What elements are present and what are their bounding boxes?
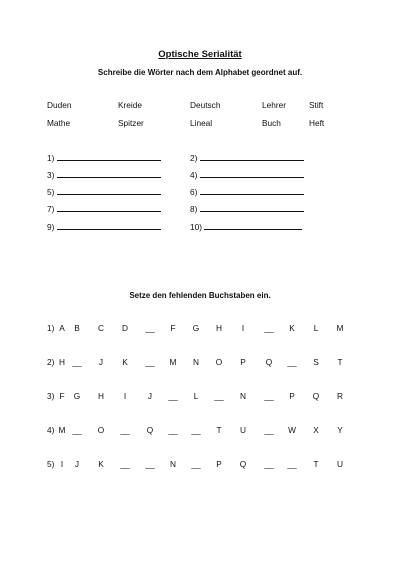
letter: H bbox=[98, 391, 104, 401]
word-item: Duden bbox=[47, 100, 72, 110]
letter: M bbox=[169, 357, 177, 367]
answer-line[interactable] bbox=[190, 203, 304, 214]
answer-number: 9) bbox=[47, 222, 57, 232]
letter-row-label: 2) bbox=[47, 357, 55, 367]
answer-blank[interactable] bbox=[200, 169, 304, 178]
letter: P bbox=[216, 459, 222, 469]
letter-row-label: 5) bbox=[47, 459, 55, 469]
word-item: Spitzer bbox=[118, 118, 144, 128]
answer-line[interactable] bbox=[47, 221, 161, 232]
answer-blank[interactable] bbox=[57, 221, 161, 230]
word-item: Lineal bbox=[190, 118, 213, 128]
missing-letter-blank[interactable]: __ bbox=[264, 391, 274, 401]
answer-blank[interactable] bbox=[57, 203, 161, 212]
answer-line[interactable] bbox=[190, 169, 304, 180]
letter: R bbox=[337, 391, 343, 401]
missing-letter-blank[interactable]: __ bbox=[287, 459, 297, 469]
answer-blank[interactable] bbox=[204, 221, 302, 230]
letter: N bbox=[170, 459, 176, 469]
letter-row-label: 3) bbox=[47, 391, 55, 401]
missing-letter-blank[interactable]: __ bbox=[264, 323, 274, 333]
instruction-sort-words: Schreibe die Wörter nach dem Alphabet geordnet auf. bbox=[97, 68, 303, 77]
letter: G bbox=[73, 391, 81, 401]
letter: O bbox=[215, 357, 223, 367]
letter: F bbox=[170, 323, 176, 333]
missing-letter-blank[interactable]: __ bbox=[264, 425, 274, 435]
letter: Q bbox=[312, 391, 320, 401]
missing-letter-blank[interactable]: __ bbox=[168, 391, 178, 401]
answer-line[interactable] bbox=[190, 186, 304, 197]
answer-line[interactable] bbox=[190, 152, 304, 163]
letter-row-label: 4) bbox=[47, 425, 55, 435]
missing-letter-blank[interactable]: __ bbox=[72, 357, 82, 367]
letter: B bbox=[74, 323, 80, 333]
letter: I bbox=[241, 323, 245, 333]
missing-letter-blank[interactable]: __ bbox=[168, 425, 178, 435]
letter: J bbox=[147, 391, 153, 401]
word-item: Buch bbox=[262, 118, 281, 128]
answer-blank[interactable] bbox=[57, 169, 161, 178]
missing-letter-blank[interactable]: __ bbox=[120, 425, 130, 435]
answer-blank[interactable] bbox=[57, 152, 161, 161]
answer-number: 7) bbox=[47, 204, 57, 214]
letter: L bbox=[193, 391, 199, 401]
answer-line[interactable] bbox=[190, 221, 302, 232]
letter: I bbox=[60, 459, 64, 469]
answer-number: 5) bbox=[47, 187, 57, 197]
letter: J bbox=[74, 459, 80, 469]
missing-letter-blank[interactable]: __ bbox=[145, 323, 155, 333]
answer-number: 3) bbox=[47, 170, 57, 180]
answer-number: 4) bbox=[190, 170, 200, 180]
letter: W bbox=[288, 425, 296, 435]
letter: T bbox=[216, 425, 222, 435]
missing-letter-blank[interactable]: __ bbox=[191, 459, 201, 469]
answer-number: 10) bbox=[190, 222, 205, 232]
letter: A bbox=[59, 323, 65, 333]
letter: U bbox=[240, 425, 246, 435]
letter: P bbox=[289, 391, 295, 401]
missing-letter-blank[interactable]: __ bbox=[191, 425, 201, 435]
letter: O bbox=[97, 425, 105, 435]
answer-line[interactable] bbox=[47, 152, 161, 163]
letter: K bbox=[98, 459, 104, 469]
letter: N bbox=[193, 357, 199, 367]
answer-line[interactable] bbox=[47, 186, 161, 197]
letter: N bbox=[240, 391, 246, 401]
letter: Q bbox=[265, 357, 273, 367]
letter: T bbox=[337, 357, 343, 367]
letter: L bbox=[313, 323, 319, 333]
answer-number: 6) bbox=[190, 187, 200, 197]
answer-number: 2) bbox=[190, 153, 200, 163]
letter: I bbox=[123, 391, 127, 401]
letter: G bbox=[192, 323, 200, 333]
word-item: Heft bbox=[309, 118, 325, 128]
letter: Q bbox=[239, 459, 247, 469]
letter: D bbox=[122, 323, 128, 333]
missing-letter-blank[interactable]: __ bbox=[120, 459, 130, 469]
answer-line[interactable] bbox=[47, 203, 161, 214]
letter: C bbox=[98, 323, 104, 333]
letter: U bbox=[337, 459, 343, 469]
letter: M bbox=[58, 425, 66, 435]
missing-letter-blank[interactable]: __ bbox=[264, 459, 274, 469]
letter: Y bbox=[337, 425, 343, 435]
answer-blank[interactable] bbox=[57, 186, 161, 195]
missing-letter-blank[interactable]: __ bbox=[214, 391, 224, 401]
answer-blank[interactable] bbox=[200, 152, 304, 161]
word-item: Lehrer bbox=[262, 100, 286, 110]
letter: X bbox=[313, 425, 319, 435]
letter: K bbox=[122, 357, 128, 367]
letter: F bbox=[59, 391, 65, 401]
letter: H bbox=[59, 357, 65, 367]
letter: T bbox=[313, 459, 319, 469]
word-item: Stift bbox=[309, 100, 324, 110]
letter: J bbox=[98, 357, 104, 367]
worksheet-title: Optische Serialität bbox=[158, 49, 242, 60]
word-item: Deutsch bbox=[190, 100, 221, 110]
letter-row-label: 1) bbox=[47, 323, 55, 333]
answer-blank[interactable] bbox=[200, 186, 304, 195]
answer-number: 8) bbox=[190, 204, 200, 214]
missing-letter-blank[interactable]: __ bbox=[287, 357, 297, 367]
missing-letter-blank[interactable]: __ bbox=[145, 357, 155, 367]
letter: M bbox=[336, 323, 344, 333]
answer-number: 1) bbox=[47, 153, 57, 163]
missing-letter-blank[interactable]: __ bbox=[72, 425, 82, 435]
missing-letter-blank[interactable]: __ bbox=[145, 459, 155, 469]
letter: P bbox=[240, 357, 246, 367]
word-item: Mathe bbox=[47, 118, 71, 128]
answer-line[interactable] bbox=[47, 169, 161, 180]
word-item: Kreide bbox=[118, 100, 142, 110]
letter: H bbox=[216, 323, 222, 333]
letter: Q bbox=[146, 425, 154, 435]
answer-blank[interactable] bbox=[200, 203, 304, 212]
instruction-missing-letters: Setze den fehlenden Buchstaben ein. bbox=[129, 291, 271, 300]
letter: S bbox=[313, 357, 319, 367]
letter: K bbox=[289, 323, 295, 333]
